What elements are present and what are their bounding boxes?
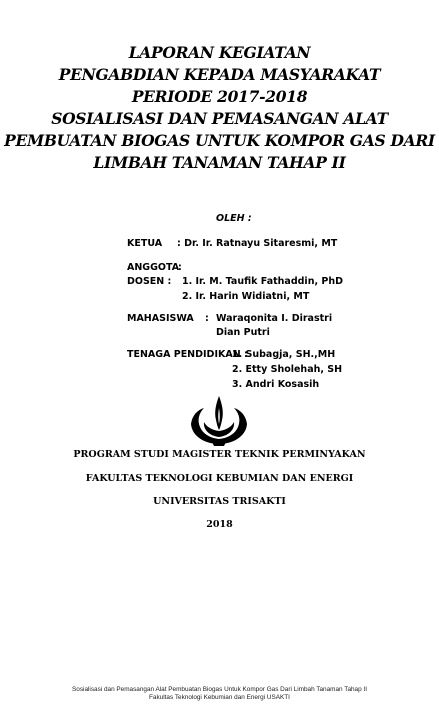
title-line-5: PEMBUATAN BIOGAS UNTUK KOMPOR GAS DARI [4, 131, 435, 150]
mahasiswa-colon: : [205, 313, 209, 324]
mahasiswa-member-1: Waraqonita I. Dirastri [216, 313, 333, 324]
program-name: PROGRAM STUDI MAGISTER TEKNIK PERMINYAKAN [73, 449, 366, 460]
title-line-6: LIMBAH TANAMAN TAHAP II [93, 153, 346, 172]
tenaga-member-3: 3. Andri Kosasih [232, 379, 320, 390]
tenaga-label: TENAGA PENDIDIKAN : [127, 349, 248, 360]
report-year: 2018 [206, 519, 233, 530]
report-title [0, 42, 439, 174]
mahasiswa-member-2: Dian Putri [216, 327, 270, 338]
page-footer [0, 686, 439, 702]
dosen-label: DOSEN : [127, 276, 172, 287]
title-line-1: LAPORAN KEGIATAN [128, 43, 311, 62]
footer-line-2: Fakultas Teknologi Kebumian dan Energi USAKTI [149, 694, 290, 701]
title-line-4: SOSIALISASI DAN PEMASANGAN ALAT [51, 109, 388, 128]
tenaga-member-1: 1. Subagja, SH.,MH [232, 349, 336, 360]
anggota-label: ANGGOTA [127, 262, 180, 273]
faculty-name: FAKULTAS TEKNOLOGI KEBUMIAN DAN ENERGI [85, 473, 354, 484]
mahasiswa-label: MAHASISWA [127, 313, 194, 324]
tenaga-member-2: 2. Etty Sholehah, SH [232, 364, 343, 375]
trisakti-logo-icon [188, 392, 250, 450]
ketua-value: : Dr. Ir. Ratnayu Sitaresmi, MT [177, 238, 338, 249]
footer-line-1: Sosialisasi dan Pemasangan Alat Pembuatan Biogas Untuk Kompor Gas Dari Limbah Tanaman Tahap II [72, 686, 367, 693]
dosen-member-1: 1. Ir. M. Taufik Fathaddin, PhD [182, 276, 343, 287]
ketua-label: KETUA [127, 238, 163, 249]
university-name: UNIVERSITAS TRISAKTI [153, 496, 286, 507]
dosen-member-2: 2. Ir. Harin Widiatni, MT [182, 291, 310, 302]
oleh-label: OLEH : [216, 213, 252, 224]
title-line-2: PENGABDIAN KEPADA MASYARAKAT [58, 65, 381, 84]
anggota-colon: : [178, 262, 182, 273]
title-line-3: PERIODE 2017-2018 [131, 87, 308, 106]
